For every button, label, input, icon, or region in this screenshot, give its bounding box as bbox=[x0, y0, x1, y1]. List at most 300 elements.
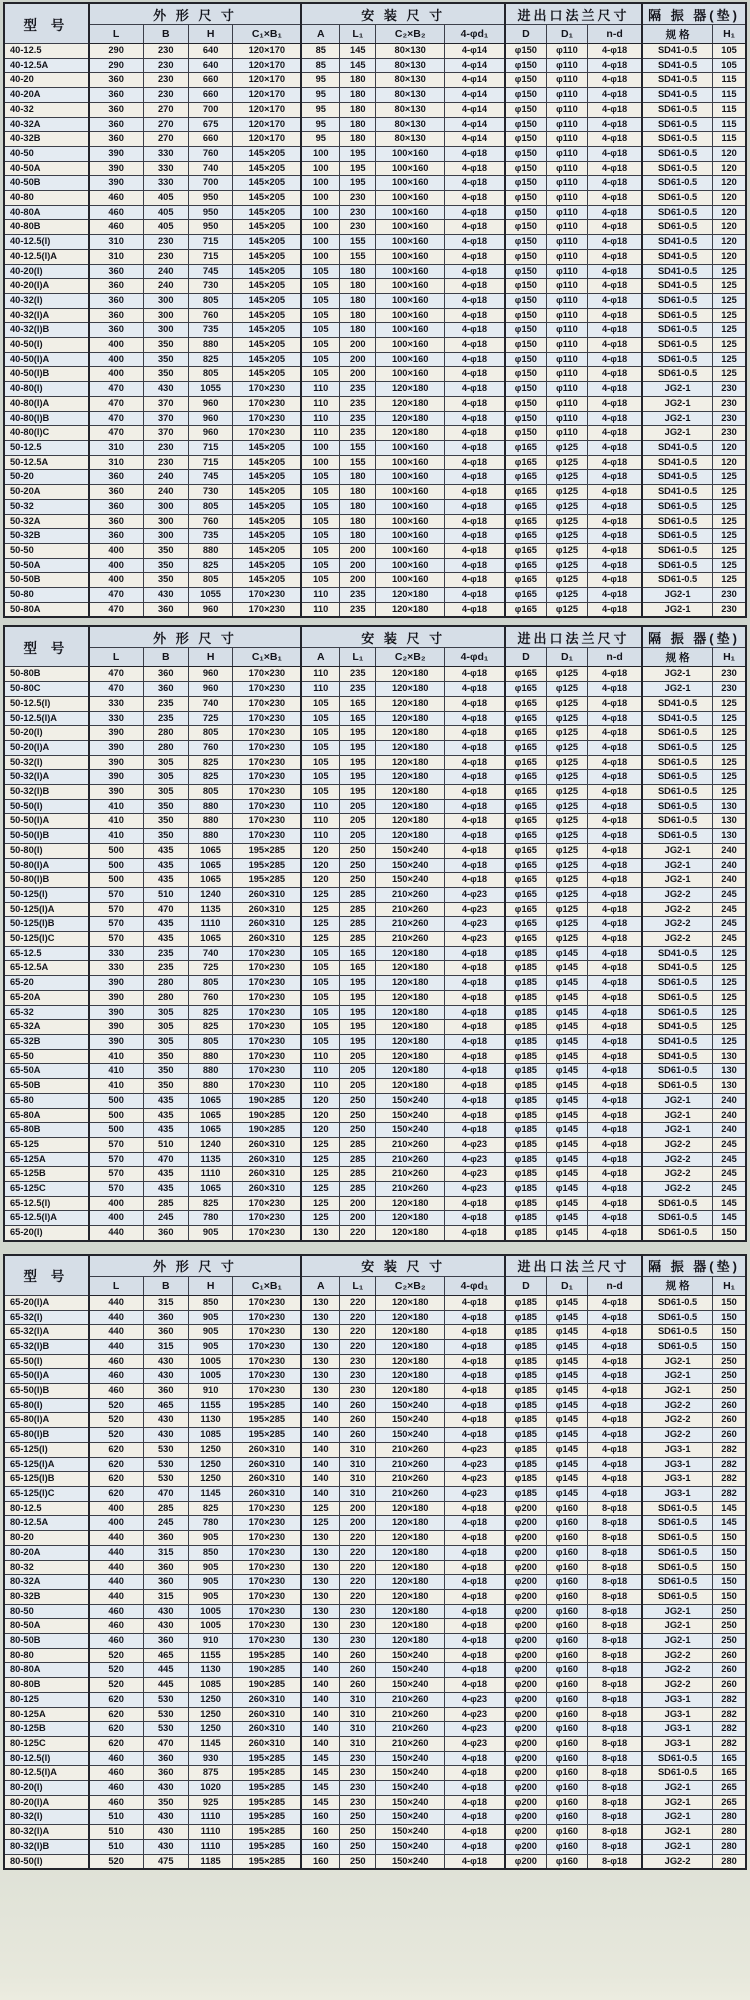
value-cell: 435 bbox=[143, 1182, 188, 1197]
value-cell: φ125 bbox=[546, 602, 587, 617]
value-cell: 4-φ18 bbox=[444, 1035, 505, 1050]
value-cell: 4-φ18 bbox=[588, 1428, 642, 1443]
value-cell: JG2-1 bbox=[642, 1604, 713, 1619]
value-cell: 1055 bbox=[188, 588, 232, 603]
value-cell: 8-φ18 bbox=[588, 1604, 642, 1619]
value-cell: 4-φ18 bbox=[444, 1398, 505, 1413]
value-cell: 825 bbox=[188, 1196, 232, 1211]
value-cell: SD61-0.5 bbox=[642, 308, 713, 323]
value-cell: 240 bbox=[143, 264, 188, 279]
value-cell: 4-φ18 bbox=[444, 1020, 505, 1035]
table-row bbox=[4, 1064, 746, 1079]
model-cell: 40-32(I)B bbox=[4, 323, 89, 338]
value-cell: 95 bbox=[301, 88, 339, 103]
value-cell: φ145 bbox=[546, 1295, 587, 1310]
column-header: L bbox=[89, 25, 143, 44]
value-cell: 1135 bbox=[188, 1152, 232, 1167]
value-cell: 4-φ18 bbox=[444, 558, 505, 573]
value-cell: 465 bbox=[143, 1648, 188, 1663]
value-cell: 4-φ18 bbox=[588, 396, 642, 411]
value-cell: 1065 bbox=[188, 873, 232, 888]
value-cell: 250 bbox=[340, 843, 376, 858]
value-cell: 130 bbox=[301, 1369, 339, 1384]
value-cell: 120×180 bbox=[376, 1354, 445, 1369]
value-cell: 125 bbox=[713, 573, 746, 588]
value-cell: 150×240 bbox=[376, 1781, 445, 1796]
model-cell: 50-80A bbox=[4, 602, 89, 617]
value-cell: 170×230 bbox=[233, 1501, 302, 1516]
value-cell: 4-φ18 bbox=[588, 543, 642, 558]
value-cell: 4-φ18 bbox=[444, 990, 505, 1005]
value-cell: φ185 bbox=[505, 1428, 546, 1443]
value-cell: 4-φ18 bbox=[588, 976, 642, 991]
value-cell: φ165 bbox=[505, 440, 546, 455]
value-cell: 1110 bbox=[188, 917, 232, 932]
table-row bbox=[4, 1295, 746, 1310]
value-cell: 400 bbox=[89, 558, 143, 573]
value-cell: 180 bbox=[340, 117, 376, 132]
table-row bbox=[4, 308, 746, 323]
value-cell: 130 bbox=[301, 1354, 339, 1369]
value-cell: 195×285 bbox=[233, 1795, 302, 1810]
value-cell: 470 bbox=[143, 1486, 188, 1501]
value-cell: 235 bbox=[340, 667, 376, 682]
table-row bbox=[4, 73, 746, 88]
value-cell: 315 bbox=[143, 1339, 188, 1354]
value-cell: 1145 bbox=[188, 1486, 232, 1501]
value-cell: 125 bbox=[301, 1152, 339, 1167]
table-body bbox=[4, 667, 746, 1241]
value-cell: 310 bbox=[89, 455, 143, 470]
model-cell: 65-125C bbox=[4, 1182, 89, 1197]
value-cell: φ165 bbox=[505, 726, 546, 741]
table-row bbox=[4, 1545, 746, 1560]
value-cell: 1110 bbox=[188, 1825, 232, 1840]
value-cell: 715 bbox=[188, 455, 232, 470]
value-cell: 4-φ18 bbox=[444, 726, 505, 741]
value-cell: 125 bbox=[713, 976, 746, 991]
value-cell: φ185 bbox=[505, 1295, 546, 1310]
value-cell: 305 bbox=[143, 1035, 188, 1050]
value-cell: φ145 bbox=[546, 1123, 587, 1138]
table-row bbox=[4, 1634, 746, 1649]
table-row bbox=[4, 573, 746, 588]
value-cell: 145 bbox=[340, 44, 376, 59]
value-cell: 170×230 bbox=[233, 770, 302, 785]
value-cell: 240 bbox=[143, 470, 188, 485]
value-cell: 140 bbox=[301, 1486, 339, 1501]
value-cell: JG2-1 bbox=[642, 1619, 713, 1634]
value-cell: 1005 bbox=[188, 1604, 232, 1619]
value-cell: 100×160 bbox=[376, 529, 445, 544]
value-cell: 235 bbox=[143, 946, 188, 961]
value-cell: 95 bbox=[301, 102, 339, 117]
value-cell: 510 bbox=[89, 1839, 143, 1854]
value-cell: 200 bbox=[340, 543, 376, 558]
table-row bbox=[4, 205, 746, 220]
column-group-header: 安 装 尺 寸 bbox=[301, 1255, 505, 1277]
value-cell: 400 bbox=[89, 1211, 143, 1226]
value-cell: 210×260 bbox=[376, 1137, 445, 1152]
value-cell: 130 bbox=[301, 1295, 339, 1310]
value-cell: 910 bbox=[188, 1384, 232, 1399]
value-cell: 905 bbox=[188, 1339, 232, 1354]
value-cell: 4-φ18 bbox=[588, 1167, 642, 1182]
value-cell: φ185 bbox=[505, 1384, 546, 1399]
value-cell: φ160 bbox=[546, 1589, 587, 1604]
value-cell: 570 bbox=[89, 932, 143, 947]
value-cell: 4-φ18 bbox=[588, 1310, 642, 1325]
value-cell: 130 bbox=[713, 829, 746, 844]
value-cell: 435 bbox=[143, 917, 188, 932]
value-cell: 350 bbox=[143, 352, 188, 367]
value-cell: JG2-1 bbox=[642, 1634, 713, 1649]
column-group-header: 隔 振 器(垫) bbox=[642, 1255, 746, 1277]
value-cell: φ165 bbox=[505, 902, 546, 917]
table-row bbox=[4, 1442, 746, 1457]
value-cell: 4-φ18 bbox=[588, 426, 642, 441]
value-cell: SD61-0.5 bbox=[642, 338, 713, 353]
value-cell: 460 bbox=[89, 1795, 143, 1810]
value-cell: 105 bbox=[301, 293, 339, 308]
value-cell: 180 bbox=[340, 264, 376, 279]
value-cell: 100×160 bbox=[376, 573, 445, 588]
value-cell: φ200 bbox=[505, 1575, 546, 1590]
table-row bbox=[4, 1736, 746, 1751]
value-cell: SD61-0.5 bbox=[642, 293, 713, 308]
model-cell: 40-80B bbox=[4, 220, 89, 235]
value-cell: 250 bbox=[713, 1634, 746, 1649]
value-cell: 570 bbox=[89, 1182, 143, 1197]
value-cell: 230 bbox=[143, 249, 188, 264]
value-cell: SD41-0.5 bbox=[642, 73, 713, 88]
column-header: D₁ bbox=[546, 1276, 587, 1295]
value-cell: 245 bbox=[713, 887, 746, 902]
value-cell: 260×310 bbox=[233, 932, 302, 947]
value-cell: 100×160 bbox=[376, 249, 445, 264]
table-row bbox=[4, 873, 746, 888]
value-cell: φ110 bbox=[546, 205, 587, 220]
value-cell: 4-φ18 bbox=[444, 573, 505, 588]
value-cell: 170×230 bbox=[233, 1516, 302, 1531]
column-header: C₂×B₂ bbox=[376, 1276, 445, 1295]
value-cell: 4-φ18 bbox=[444, 740, 505, 755]
value-cell: 120 bbox=[713, 191, 746, 206]
column-header: H bbox=[188, 25, 232, 44]
value-cell: φ125 bbox=[546, 858, 587, 873]
value-cell: 95 bbox=[301, 132, 339, 147]
value-cell: 1240 bbox=[188, 1137, 232, 1152]
model-cell: 40-32A bbox=[4, 117, 89, 132]
model-cell: 40-32(I) bbox=[4, 293, 89, 308]
value-cell: 4-φ14 bbox=[444, 102, 505, 117]
value-cell: 180 bbox=[340, 279, 376, 294]
value-cell: 150×240 bbox=[376, 1413, 445, 1428]
value-cell: 910 bbox=[188, 1634, 232, 1649]
value-cell: 4-φ18 bbox=[444, 1825, 505, 1840]
value-cell: 530 bbox=[143, 1457, 188, 1472]
table-row bbox=[4, 1398, 746, 1413]
value-cell: 220 bbox=[340, 1295, 376, 1310]
value-cell: φ150 bbox=[505, 191, 546, 206]
table-row bbox=[4, 323, 746, 338]
column-header: H₁ bbox=[713, 25, 746, 44]
value-cell: 145×205 bbox=[233, 455, 302, 470]
value-cell: 85 bbox=[301, 58, 339, 73]
value-cell: 285 bbox=[143, 1196, 188, 1211]
value-cell: 145×205 bbox=[233, 558, 302, 573]
table-row bbox=[4, 799, 746, 814]
value-cell: 880 bbox=[188, 1049, 232, 1064]
value-cell: φ145 bbox=[546, 1196, 587, 1211]
value-cell: 100 bbox=[301, 220, 339, 235]
value-cell: 4-φ18 bbox=[588, 1079, 642, 1094]
value-cell: φ165 bbox=[505, 740, 546, 755]
model-cell: 40-50B bbox=[4, 176, 89, 191]
value-cell: 780 bbox=[188, 1516, 232, 1531]
value-cell: φ150 bbox=[505, 426, 546, 441]
value-cell: φ200 bbox=[505, 1531, 546, 1546]
value-cell: 4-φ18 bbox=[444, 1516, 505, 1531]
value-cell: 4-φ18 bbox=[444, 411, 505, 426]
value-cell: 195 bbox=[340, 146, 376, 161]
model-cell: 40-80(I)C bbox=[4, 426, 89, 441]
value-cell: SD61-0.5 bbox=[642, 1531, 713, 1546]
value-cell: 390 bbox=[89, 146, 143, 161]
value-cell: 8-φ18 bbox=[588, 1516, 642, 1531]
value-cell: φ150 bbox=[505, 235, 546, 250]
value-cell: 4-φ18 bbox=[588, 499, 642, 514]
value-cell: 620 bbox=[89, 1457, 143, 1472]
value-cell: 4-φ23 bbox=[444, 1152, 505, 1167]
value-cell: 4-φ18 bbox=[444, 382, 505, 397]
value-cell: 230 bbox=[340, 1354, 376, 1369]
value-cell: 740 bbox=[188, 161, 232, 176]
value-cell: φ150 bbox=[505, 352, 546, 367]
value-cell: φ200 bbox=[505, 1560, 546, 1575]
value-cell: 4-φ18 bbox=[588, 1472, 642, 1487]
value-cell: SD61-0.5 bbox=[642, 976, 713, 991]
value-cell: 210×260 bbox=[376, 887, 445, 902]
value-cell: 620 bbox=[89, 1442, 143, 1457]
value-cell: 805 bbox=[188, 1035, 232, 1050]
value-cell: 805 bbox=[188, 573, 232, 588]
value-cell: φ165 bbox=[505, 711, 546, 726]
value-cell: 4-φ18 bbox=[588, 1152, 642, 1167]
table-row bbox=[4, 1384, 746, 1399]
value-cell: 100 bbox=[301, 191, 339, 206]
value-cell: SD41-0.5 bbox=[642, 235, 713, 250]
value-cell: 125 bbox=[713, 755, 746, 770]
value-cell: φ185 bbox=[505, 1123, 546, 1138]
value-cell: φ125 bbox=[546, 785, 587, 800]
value-cell: 130 bbox=[713, 1064, 746, 1079]
spec-table-section-1 bbox=[3, 2, 747, 618]
value-cell: 4-φ18 bbox=[588, 470, 642, 485]
value-cell: 470 bbox=[143, 902, 188, 917]
table-row bbox=[4, 44, 746, 59]
model-cell: 65-50(I)B bbox=[4, 1384, 89, 1399]
value-cell: 280 bbox=[143, 990, 188, 1005]
value-cell: 105 bbox=[301, 499, 339, 514]
value-cell: 360 bbox=[143, 1560, 188, 1575]
value-cell: 125 bbox=[713, 696, 746, 711]
value-cell: φ165 bbox=[505, 667, 546, 682]
value-cell: 260×310 bbox=[233, 902, 302, 917]
value-cell: 360 bbox=[143, 1226, 188, 1241]
table-row bbox=[4, 588, 746, 603]
model-cell: 50-50B bbox=[4, 573, 89, 588]
value-cell: 4-φ18 bbox=[588, 770, 642, 785]
value-cell: φ110 bbox=[546, 264, 587, 279]
value-cell: 195 bbox=[340, 755, 376, 770]
value-cell: 130 bbox=[301, 1325, 339, 1340]
value-cell: 310 bbox=[340, 1707, 376, 1722]
table-row bbox=[4, 740, 746, 755]
value-cell: JG2-1 bbox=[642, 396, 713, 411]
value-cell: 160 bbox=[301, 1825, 339, 1840]
value-cell: JG2-1 bbox=[642, 1825, 713, 1840]
value-cell: 150×240 bbox=[376, 1123, 445, 1138]
value-cell: 150×240 bbox=[376, 1766, 445, 1781]
value-cell: φ145 bbox=[546, 1354, 587, 1369]
value-cell: φ185 bbox=[505, 1472, 546, 1487]
value-cell: SD61-0.5 bbox=[642, 1766, 713, 1781]
table-row bbox=[4, 1604, 746, 1619]
column-header: 4-φd₁ bbox=[444, 648, 505, 667]
table-row bbox=[4, 1049, 746, 1064]
value-cell: 120×180 bbox=[376, 829, 445, 844]
value-cell: 105 bbox=[301, 740, 339, 755]
value-cell: JG2-2 bbox=[642, 1648, 713, 1663]
value-cell: 305 bbox=[143, 770, 188, 785]
value-cell: 4-φ18 bbox=[444, 485, 505, 500]
value-cell: φ150 bbox=[505, 161, 546, 176]
value-cell: 145 bbox=[301, 1766, 339, 1781]
value-cell: 330 bbox=[143, 176, 188, 191]
value-cell: 210×260 bbox=[376, 1472, 445, 1487]
value-cell: 120 bbox=[713, 205, 746, 220]
table-row bbox=[4, 814, 746, 829]
column-header: B bbox=[143, 648, 188, 667]
model-cell: 50-12.5A bbox=[4, 455, 89, 470]
model-cell: 80-12.5A bbox=[4, 1516, 89, 1531]
value-cell: 125 bbox=[713, 558, 746, 573]
value-cell: 350 bbox=[143, 799, 188, 814]
value-cell: 905 bbox=[188, 1226, 232, 1241]
value-cell: 4-φ18 bbox=[444, 1226, 505, 1241]
value-cell: 430 bbox=[143, 1604, 188, 1619]
value-cell: φ125 bbox=[546, 543, 587, 558]
value-cell: 105 bbox=[301, 279, 339, 294]
value-cell: 440 bbox=[89, 1531, 143, 1546]
value-cell: 145×205 bbox=[233, 176, 302, 191]
table-row bbox=[4, 1501, 746, 1516]
value-cell: 80×130 bbox=[376, 73, 445, 88]
value-cell: 285 bbox=[340, 1167, 376, 1182]
value-cell: JG2-1 bbox=[642, 602, 713, 617]
value-cell: φ145 bbox=[546, 1167, 587, 1182]
value-cell: 250 bbox=[713, 1369, 746, 1384]
value-cell: φ150 bbox=[505, 293, 546, 308]
value-cell: SD61-0.5 bbox=[642, 1196, 713, 1211]
value-cell: 360 bbox=[89, 470, 143, 485]
value-cell: 8-φ18 bbox=[588, 1648, 642, 1663]
value-cell: 120×180 bbox=[376, 602, 445, 617]
value-cell: 120×170 bbox=[233, 58, 302, 73]
value-cell: 460 bbox=[89, 1751, 143, 1766]
value-cell: 282 bbox=[713, 1692, 746, 1707]
value-cell: 100×160 bbox=[376, 235, 445, 250]
value-cell: 125 bbox=[713, 1035, 746, 1050]
value-cell: SD41-0.5 bbox=[642, 58, 713, 73]
value-cell: 110 bbox=[301, 588, 339, 603]
value-cell: 125 bbox=[301, 1211, 339, 1226]
value-cell: 400 bbox=[89, 1501, 143, 1516]
value-cell: 120×170 bbox=[233, 132, 302, 147]
value-cell: 110 bbox=[301, 396, 339, 411]
value-cell: JG2-1 bbox=[642, 426, 713, 441]
value-cell: 4-φ14 bbox=[444, 44, 505, 59]
value-cell: JG3-1 bbox=[642, 1736, 713, 1751]
model-cell: 80-50 bbox=[4, 1604, 89, 1619]
value-cell: φ185 bbox=[505, 1152, 546, 1167]
value-cell: 4-φ18 bbox=[588, 1196, 642, 1211]
value-cell: 280 bbox=[143, 740, 188, 755]
value-cell: SD41-0.5 bbox=[642, 440, 713, 455]
value-cell: 120×180 bbox=[376, 1339, 445, 1354]
model-cell: 80-125B bbox=[4, 1722, 89, 1737]
value-cell: 170×230 bbox=[233, 976, 302, 991]
value-cell: SD41-0.5 bbox=[642, 946, 713, 961]
value-cell: 4-φ18 bbox=[444, 1678, 505, 1693]
value-cell: 4-φ23 bbox=[444, 1182, 505, 1197]
value-cell: 260×310 bbox=[233, 1486, 302, 1501]
value-cell: 530 bbox=[143, 1692, 188, 1707]
value-cell: 330 bbox=[143, 146, 188, 161]
value-cell: 285 bbox=[143, 1501, 188, 1516]
value-cell: 150×240 bbox=[376, 1825, 445, 1840]
column-header: 4-φd₁ bbox=[444, 25, 505, 44]
value-cell: 120×170 bbox=[233, 117, 302, 132]
value-cell: 150×240 bbox=[376, 1795, 445, 1810]
value-cell: 145 bbox=[301, 1795, 339, 1810]
value-cell: 4-φ18 bbox=[588, 602, 642, 617]
value-cell: 130 bbox=[301, 1384, 339, 1399]
value-cell: 230 bbox=[340, 1634, 376, 1649]
value-cell: 170×230 bbox=[233, 1339, 302, 1354]
value-cell: 390 bbox=[89, 770, 143, 785]
value-cell: 120×180 bbox=[376, 1295, 445, 1310]
value-cell: 4-φ18 bbox=[444, 338, 505, 353]
value-cell: 170×230 bbox=[233, 740, 302, 755]
value-cell: 805 bbox=[188, 293, 232, 308]
value-cell: 1145 bbox=[188, 1736, 232, 1751]
value-cell: φ185 bbox=[505, 1167, 546, 1182]
value-cell: 180 bbox=[340, 323, 376, 338]
value-cell: 105 bbox=[301, 573, 339, 588]
value-cell: JG2-1 bbox=[642, 1369, 713, 1384]
value-cell: 660 bbox=[188, 88, 232, 103]
value-cell: φ150 bbox=[505, 264, 546, 279]
value-cell: 4-φ18 bbox=[588, 1339, 642, 1354]
model-cell: 65-50 bbox=[4, 1049, 89, 1064]
value-cell: 260×310 bbox=[233, 1707, 302, 1722]
value-cell: 120 bbox=[713, 220, 746, 235]
column-header: C₁×B₁ bbox=[233, 648, 302, 667]
value-cell: φ110 bbox=[546, 367, 587, 382]
table-row bbox=[4, 1079, 746, 1094]
